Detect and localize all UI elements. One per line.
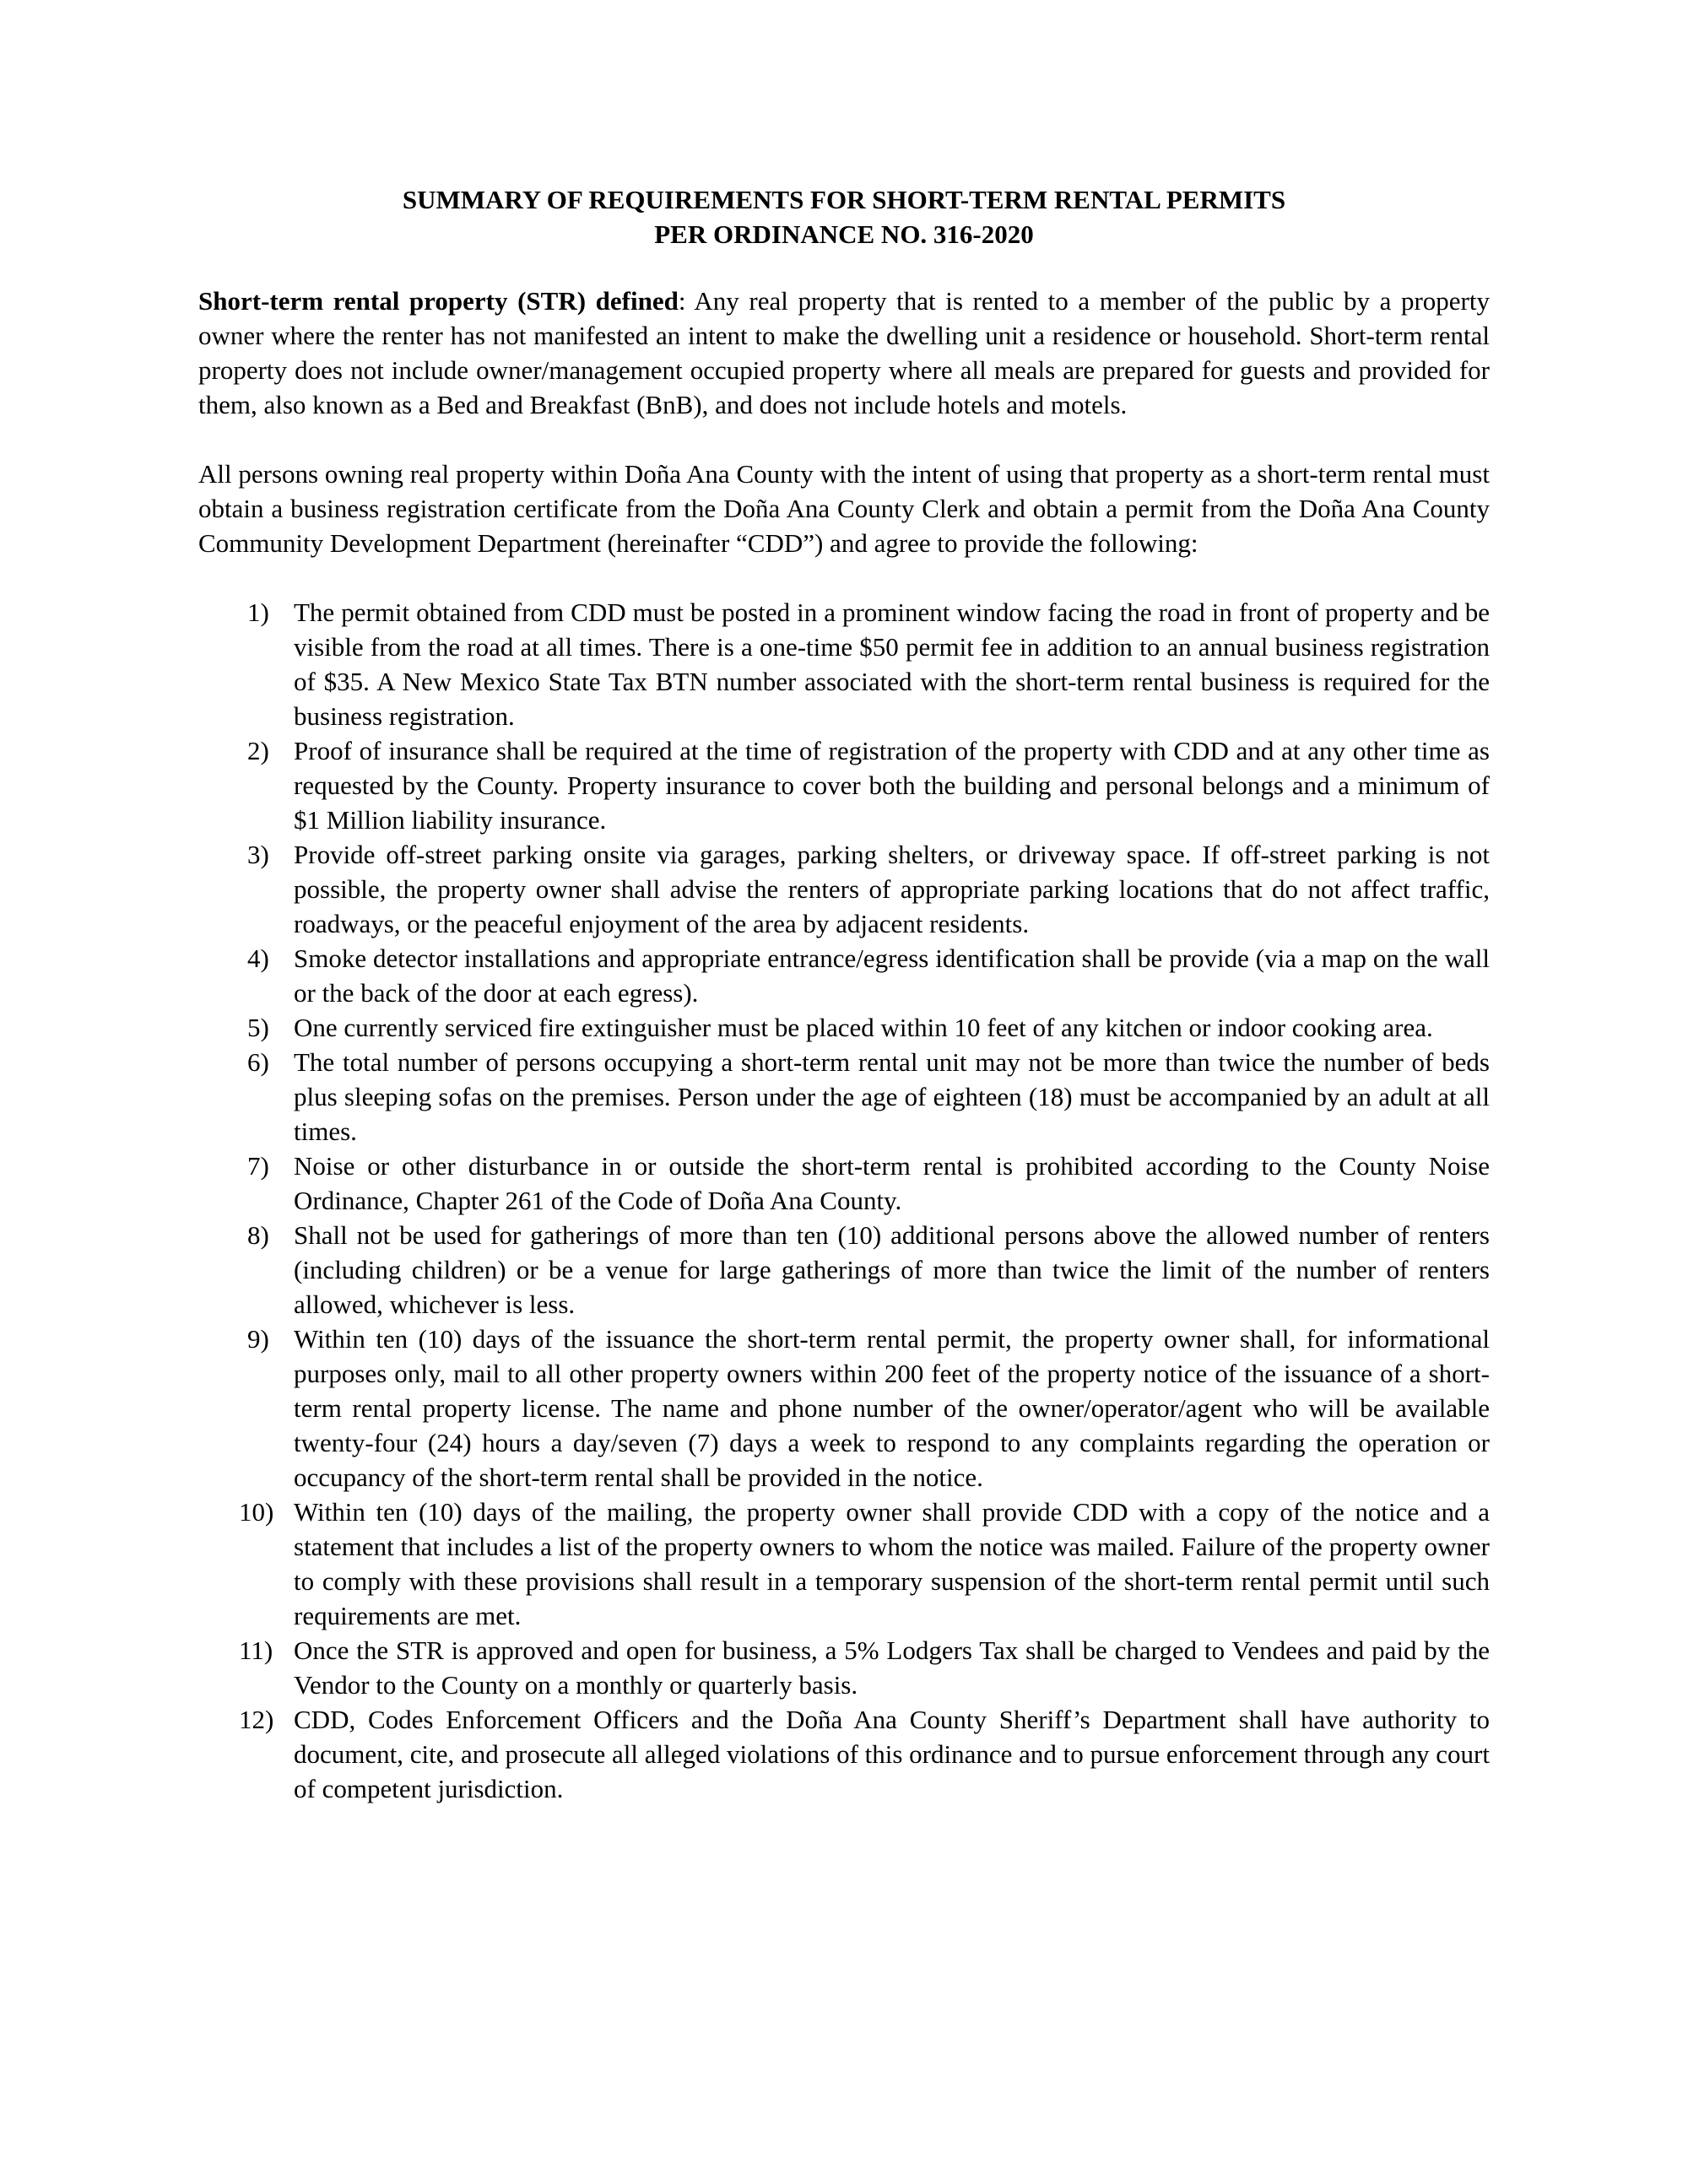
requirement-item xyxy=(198,837,1490,941)
requirement-text: The total number of persons occupying a short-term rental unit may not be more than twice the number of beds plus sleeping sofas on the premises. Person under the age of eighteen (18) must be accompanied by an adult at all times. xyxy=(294,1047,1490,1146)
requirement-number: 3) xyxy=(247,840,269,869)
requirement-number: 7) xyxy=(247,1151,269,1181)
requirement-text: Within ten (10) days of the mailing, the property owner shall provide CDD with a copy of the notice and a statement that includes a list of the property owners to whom the notice was mailed. Failure of the property owner to comply with these provisions shall result in a temporary suspension of the short-term rental permit until such requirements are met. xyxy=(294,1497,1490,1630)
requirement-text: Shall not be used for gatherings of more than ten (10) additional persons above the allowed number of renters (including children) or be a venue for large gatherings of more than twice the limit of the number of renters allowed, whichever is less. xyxy=(294,1220,1490,1319)
requirement-text: One currently serviced fire extinguisher must be placed within 10 feet of any kitchen or indoor cooking area. xyxy=(294,1013,1433,1042)
requirement-number: 12) xyxy=(239,1705,274,1734)
title-line-1: SUMMARY OF REQUIREMENTS FOR SHORT-TERM RENTAL PERMITS xyxy=(402,185,1286,214)
requirement-number: 2) xyxy=(247,736,269,765)
requirement-item xyxy=(198,1702,1490,1806)
requirement-number: 4) xyxy=(247,943,269,973)
requirement-number: 5) xyxy=(247,1013,269,1042)
requirement-number: 6) xyxy=(247,1047,269,1077)
requirement-text: Once the STR is approved and open for business, a 5% Lodgers Tax shall be charged to Vendees and paid by the Vendor to the County on a monthly or quarterly basis. xyxy=(294,1635,1490,1700)
document-page xyxy=(198,182,1490,1806)
requirement-item xyxy=(198,1045,1490,1149)
requirement-item xyxy=(198,1218,1490,1322)
requirement-item xyxy=(198,1149,1490,1218)
requirement-item xyxy=(198,941,1490,1010)
requirement-item xyxy=(198,1633,1490,1702)
definition-text: Any real property that is rented to a member of the public by a property owner where the renter has not manifested an intent to make the dwelling unit a residence or household. Short-term rental property does not include owner/management occupied property where all meals are prepared for guests and provided for them, also known as a Bed and Breakfast (BnB), and does not include hotels and motels. xyxy=(198,286,1490,419)
document-title xyxy=(198,182,1490,251)
requirement-number: 10) xyxy=(239,1497,274,1527)
requirement-number: 11) xyxy=(239,1635,273,1665)
requirement-number: 8) xyxy=(247,1220,269,1250)
definition-paragraph xyxy=(198,284,1490,422)
requirement-text: Noise or other disturbance in or outside the short-term rental is prohibited according to the County Noise Ordinance, Chapter 261 of the Code of Doña Ana County. xyxy=(294,1151,1490,1215)
requirement-item xyxy=(198,595,1490,733)
definition-term: Short-term rental property (STR) defined xyxy=(198,286,679,316)
requirement-item xyxy=(198,1322,1490,1495)
requirement-text: Within ten (10) days of the issuance the short-term rental permit, the property owner shall, for informational purposes only, mail to all other property owners within 200 feet of the property notice of the issuance of a short-term rental property license. The name and phone number of the owner/operator/agent who will be available twenty-four (24) hours a day/seven (7) days a week to respond to any complaints regarding the operation or occupancy of the short-term rental shall be provided in the notice. xyxy=(294,1324,1490,1492)
requirement-text: Provide off-street parking onsite via garages, parking shelters, or driveway space. If off-street parking is not possible, the property owner shall advise the renters of appropriate parking locations that do not affect traffic, roadways, or the peaceful enjoyment of the area by adjacent residents. xyxy=(294,840,1490,938)
requirement-item xyxy=(198,1495,1490,1633)
requirements-list xyxy=(198,595,1490,1806)
requirement-text: Smoke detector installations and appropriate entrance/egress identification shall be provide (via a map on the wall or the back of the door at each egress). xyxy=(294,943,1490,1008)
intro-paragraph: All persons owning real property within Doña Ana County with the intent of using that property as a short-term rental must obtain a business registration certificate from the Doña Ana County Clerk and obtain a permit from the Doña Ana County Community Development Department (hereinafter “CDD”) and agree to provide the following: xyxy=(198,459,1490,558)
requirement-text: CDD, Codes Enforcement Officers and the Doña Ana County Sheriff’s Department shall have authority to document, cite, and prosecute all alleged violations of this ordinance and to pursue enforcement through any court of competent jurisdiction. xyxy=(294,1705,1490,1803)
definition-separator: : xyxy=(678,286,686,316)
requirement-number: 1) xyxy=(247,597,269,627)
requirement-number: 9) xyxy=(247,1324,269,1354)
requirement-item xyxy=(198,733,1490,837)
requirement-item xyxy=(198,1010,1490,1045)
requirement-text: Proof of insurance shall be required at the time of registration of the property with CDD and at any other time as requested by the County. Property insurance to cover both the building and personal belongs and a minimum of $1 Million liability insurance. xyxy=(294,736,1490,835)
requirement-text: The permit obtained from CDD must be posted in a prominent window facing the road in front of property and be visible from the road at all times. There is a one-time $50 permit fee in addition to an annual business registration of $35. A New Mexico State Tax BTN number associated with the short-term rental business is required for the business registration. xyxy=(294,597,1490,731)
title-line-2: PER ORDINANCE NO. 316-2020 xyxy=(654,219,1034,249)
